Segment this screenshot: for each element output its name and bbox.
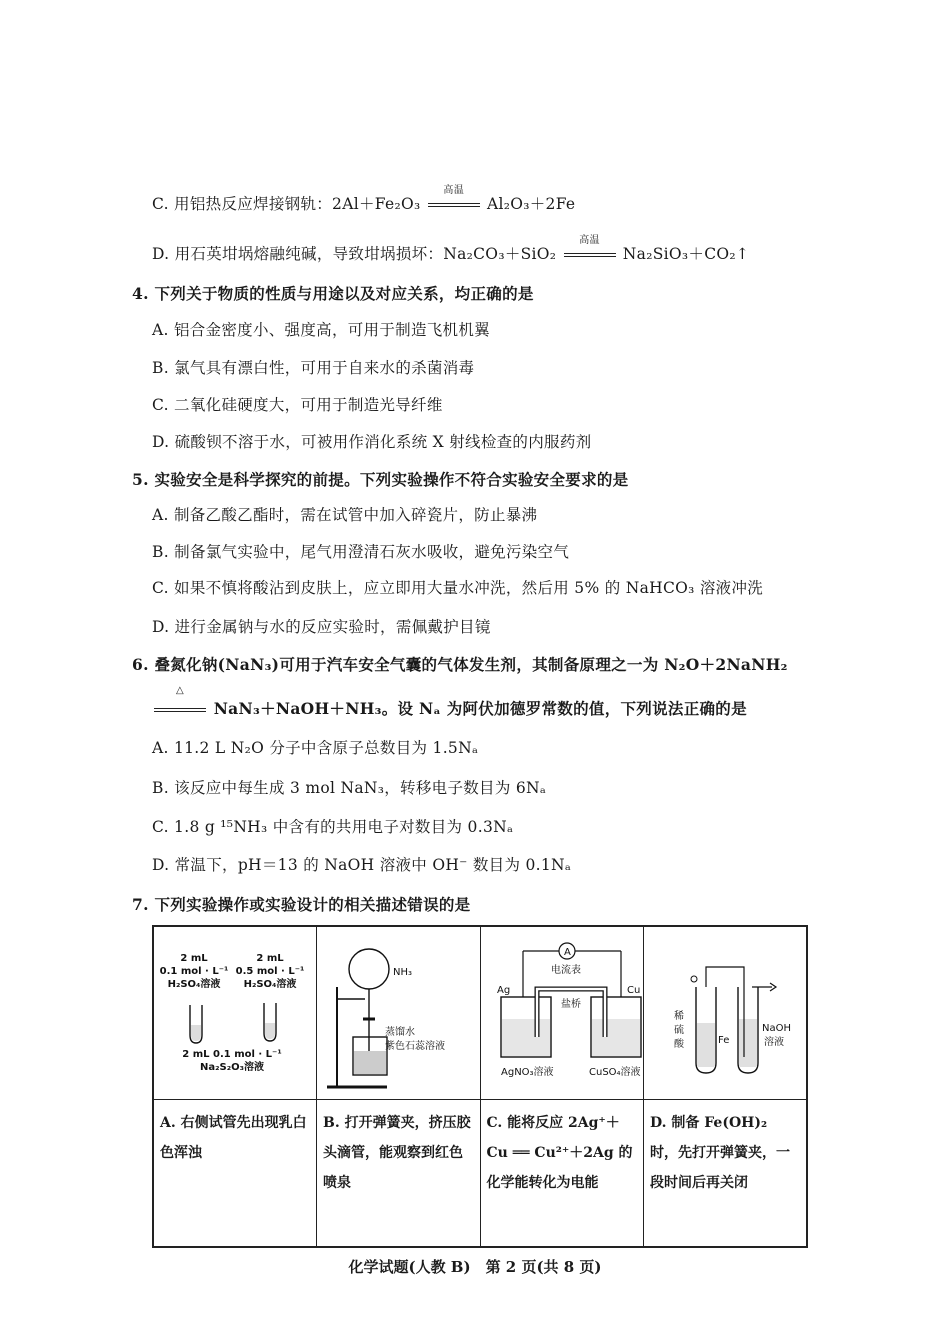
fig-d-base-1: NaOH (762, 1023, 791, 1034)
fig-b-solution-label: 紫色石蕊溶液 (385, 1041, 445, 1052)
figure-d (644, 926, 808, 1100)
fig-a-bottom-label-2: Na₂S₂O₃溶液 (200, 1062, 264, 1073)
fig-c-left-solution: AgNO₃溶液 (500, 1067, 554, 1078)
test-tube-icon (190, 1005, 202, 1043)
q6-option-a: A. 11.2 L N₂O 分子中含原子总数目为 1.5Nₐ (152, 739, 479, 757)
reaction-condition (564, 235, 616, 263)
fig-a-bottom-label-1: 2 mL 0.1 mol · L⁻¹ (182, 1049, 282, 1060)
caption-d: D. 制备 Fe(OH)₂ 时，先打开弹簧夹，一段时间后再关闭 (644, 1100, 808, 1248)
reaction-condition (428, 185, 480, 213)
q4-option-a: A. 铝合金密度小、强度高，可用于制造飞机机翼 (152, 321, 490, 339)
reaction-condition (154, 685, 206, 718)
fig-c-meter-label: 电流表 (550, 965, 581, 976)
figure-b (317, 926, 481, 1100)
fig-d-base-2: 溶液 (764, 1037, 784, 1048)
condition-label: 高温 (579, 235, 600, 246)
q7-experiment-table (152, 925, 808, 1248)
fig-d-acid-3: 酸 (674, 1039, 684, 1050)
fig-a-left-label-1: 2 mL (180, 953, 208, 964)
q3-option-d (152, 235, 750, 264)
fig-c-right-solution: CuSO₄溶液 (588, 1067, 641, 1078)
fig-d-acid-2: 硫 (674, 1025, 684, 1036)
q6-stem-line1: 6. 叠氮化钠(NaN₃)可用于汽车安全气囊的气体发生剂，其制备原理之一为 N₂O＋2NaNH₂ (132, 655, 788, 674)
q4-option-b: B. 氯气具有漂白性，可用于自来水的杀菌消毒 (152, 359, 475, 377)
q7-stem: 7. 下列实验操作或实验设计的相关描述错误的是 (132, 895, 471, 914)
q6-stem-line2-text: NaN₃＋NaOH＋NH₃。设 Nₐ 为阿伏加德罗常数的值，下列说法正确的是 (213, 699, 747, 718)
fig-c-left-electrode: Ag (496, 985, 510, 996)
caption-b: B. 打开弹簧夹，挤压胶头滴管，能观察到红色喷泉 (317, 1100, 481, 1248)
fig-a-right-label-3: H₂SO₄溶液 (243, 979, 297, 990)
fig-d-metal: Fe (718, 1035, 730, 1046)
q5-option-c: C. 如果不慎将酸沾到皮肤上，应立即用大量水冲洗，然后用 5% 的 NaHCO₃ 溶液冲洗 (152, 579, 764, 597)
q3-c-text: C. 用铝热反应焊接钢轨：2Al＋Fe₂O₃ (152, 195, 421, 213)
condition-label: 高温 (443, 185, 465, 196)
fig-a-left-label-3: H₂SO₄溶液 (167, 979, 221, 990)
fig-b-water-label: 蒸馏水 (385, 1027, 415, 1038)
fountain-apparatus-icon (327, 949, 389, 1087)
q6-option-c: C. 1.8 g ¹⁵NH₃ 中含有的共用电子对数目为 0.3Nₐ (152, 818, 514, 836)
q4-stem: 4. 下列关于物质的性质与用途以及对应关系，均正确的是 (132, 284, 534, 303)
test-tube-icon (264, 1003, 276, 1041)
q3-d-text: D. 用石英坩埚熔融纯碱，导致坩埚损坏：Na₂CO₃＋SiO₂ (152, 245, 557, 263)
q5-option-a: A. 制备乙酸乙酯时，需在试管中加入碎瓷片，防止暴沸 (152, 506, 538, 524)
q3-option-c (152, 185, 576, 214)
q6-option-d: D. 常温下，pH＝13 的 NaOH 溶液中 OH⁻ 数目为 0.1Nₐ (152, 856, 572, 874)
fig-b-gas-label: NH₃ (393, 967, 413, 978)
ammeter-icon: A (563, 947, 571, 958)
fig-c-right-electrode: Cu (626, 985, 640, 996)
q3-c-products: Al₂O₃＋2Fe (486, 195, 576, 213)
q5-option-b: B. 制备氯气实验中，尾气用澄清石灰水吸收，避免污染空气 (152, 543, 570, 561)
caption-c: C. 能将反应 2Ag⁺＋Cu ══ Cu²⁺＋2Ag 的化学能转化为电能 (480, 1100, 644, 1248)
q4-option-d: D. 硫酸钡不溶于水，可被用作消化系统 X 射线检查的内服药剂 (152, 433, 592, 451)
fig-a-right-label-1: 2 mL (256, 953, 284, 964)
q6-option-b: B. 该反应中每生成 3 mol NaN₃，转移电子数目为 6Nₐ (152, 779, 547, 797)
page-footer: 化学试题(人教 B) 第 2 页(共 8 页) (348, 1258, 602, 1276)
q6-stem-line2 (152, 685, 747, 719)
q4-option-c: C. 二氧化硅硬度大，可用于制造光导纤维 (152, 396, 443, 414)
figure-a (153, 926, 317, 1100)
q5-stem: 5. 实验安全是科学探究的前提。下列实验操作不符合实验安全要求的是 (132, 470, 629, 489)
condition-label: △ (176, 685, 184, 696)
fig-c-bridge-label: 盐桥 (560, 999, 581, 1010)
caption-a: A. 右侧试管先出现乳白色浑浊 (153, 1100, 317, 1248)
fig-a-right-label-2: 0.5 mol · L⁻¹ (235, 966, 305, 977)
fig-d-acid-1: 稀 (674, 1011, 684, 1022)
figure-c (480, 926, 644, 1100)
fe-oh2-apparatus-icon (691, 967, 776, 1073)
fig-a-left-label-2: 0.1 mol · L⁻¹ (159, 966, 229, 977)
q5-option-d: D. 进行金属钠与水的反应实验时，需佩戴护目镜 (152, 618, 491, 636)
q3-d-products: Na₂SiO₃＋CO₂↑ (622, 245, 750, 263)
